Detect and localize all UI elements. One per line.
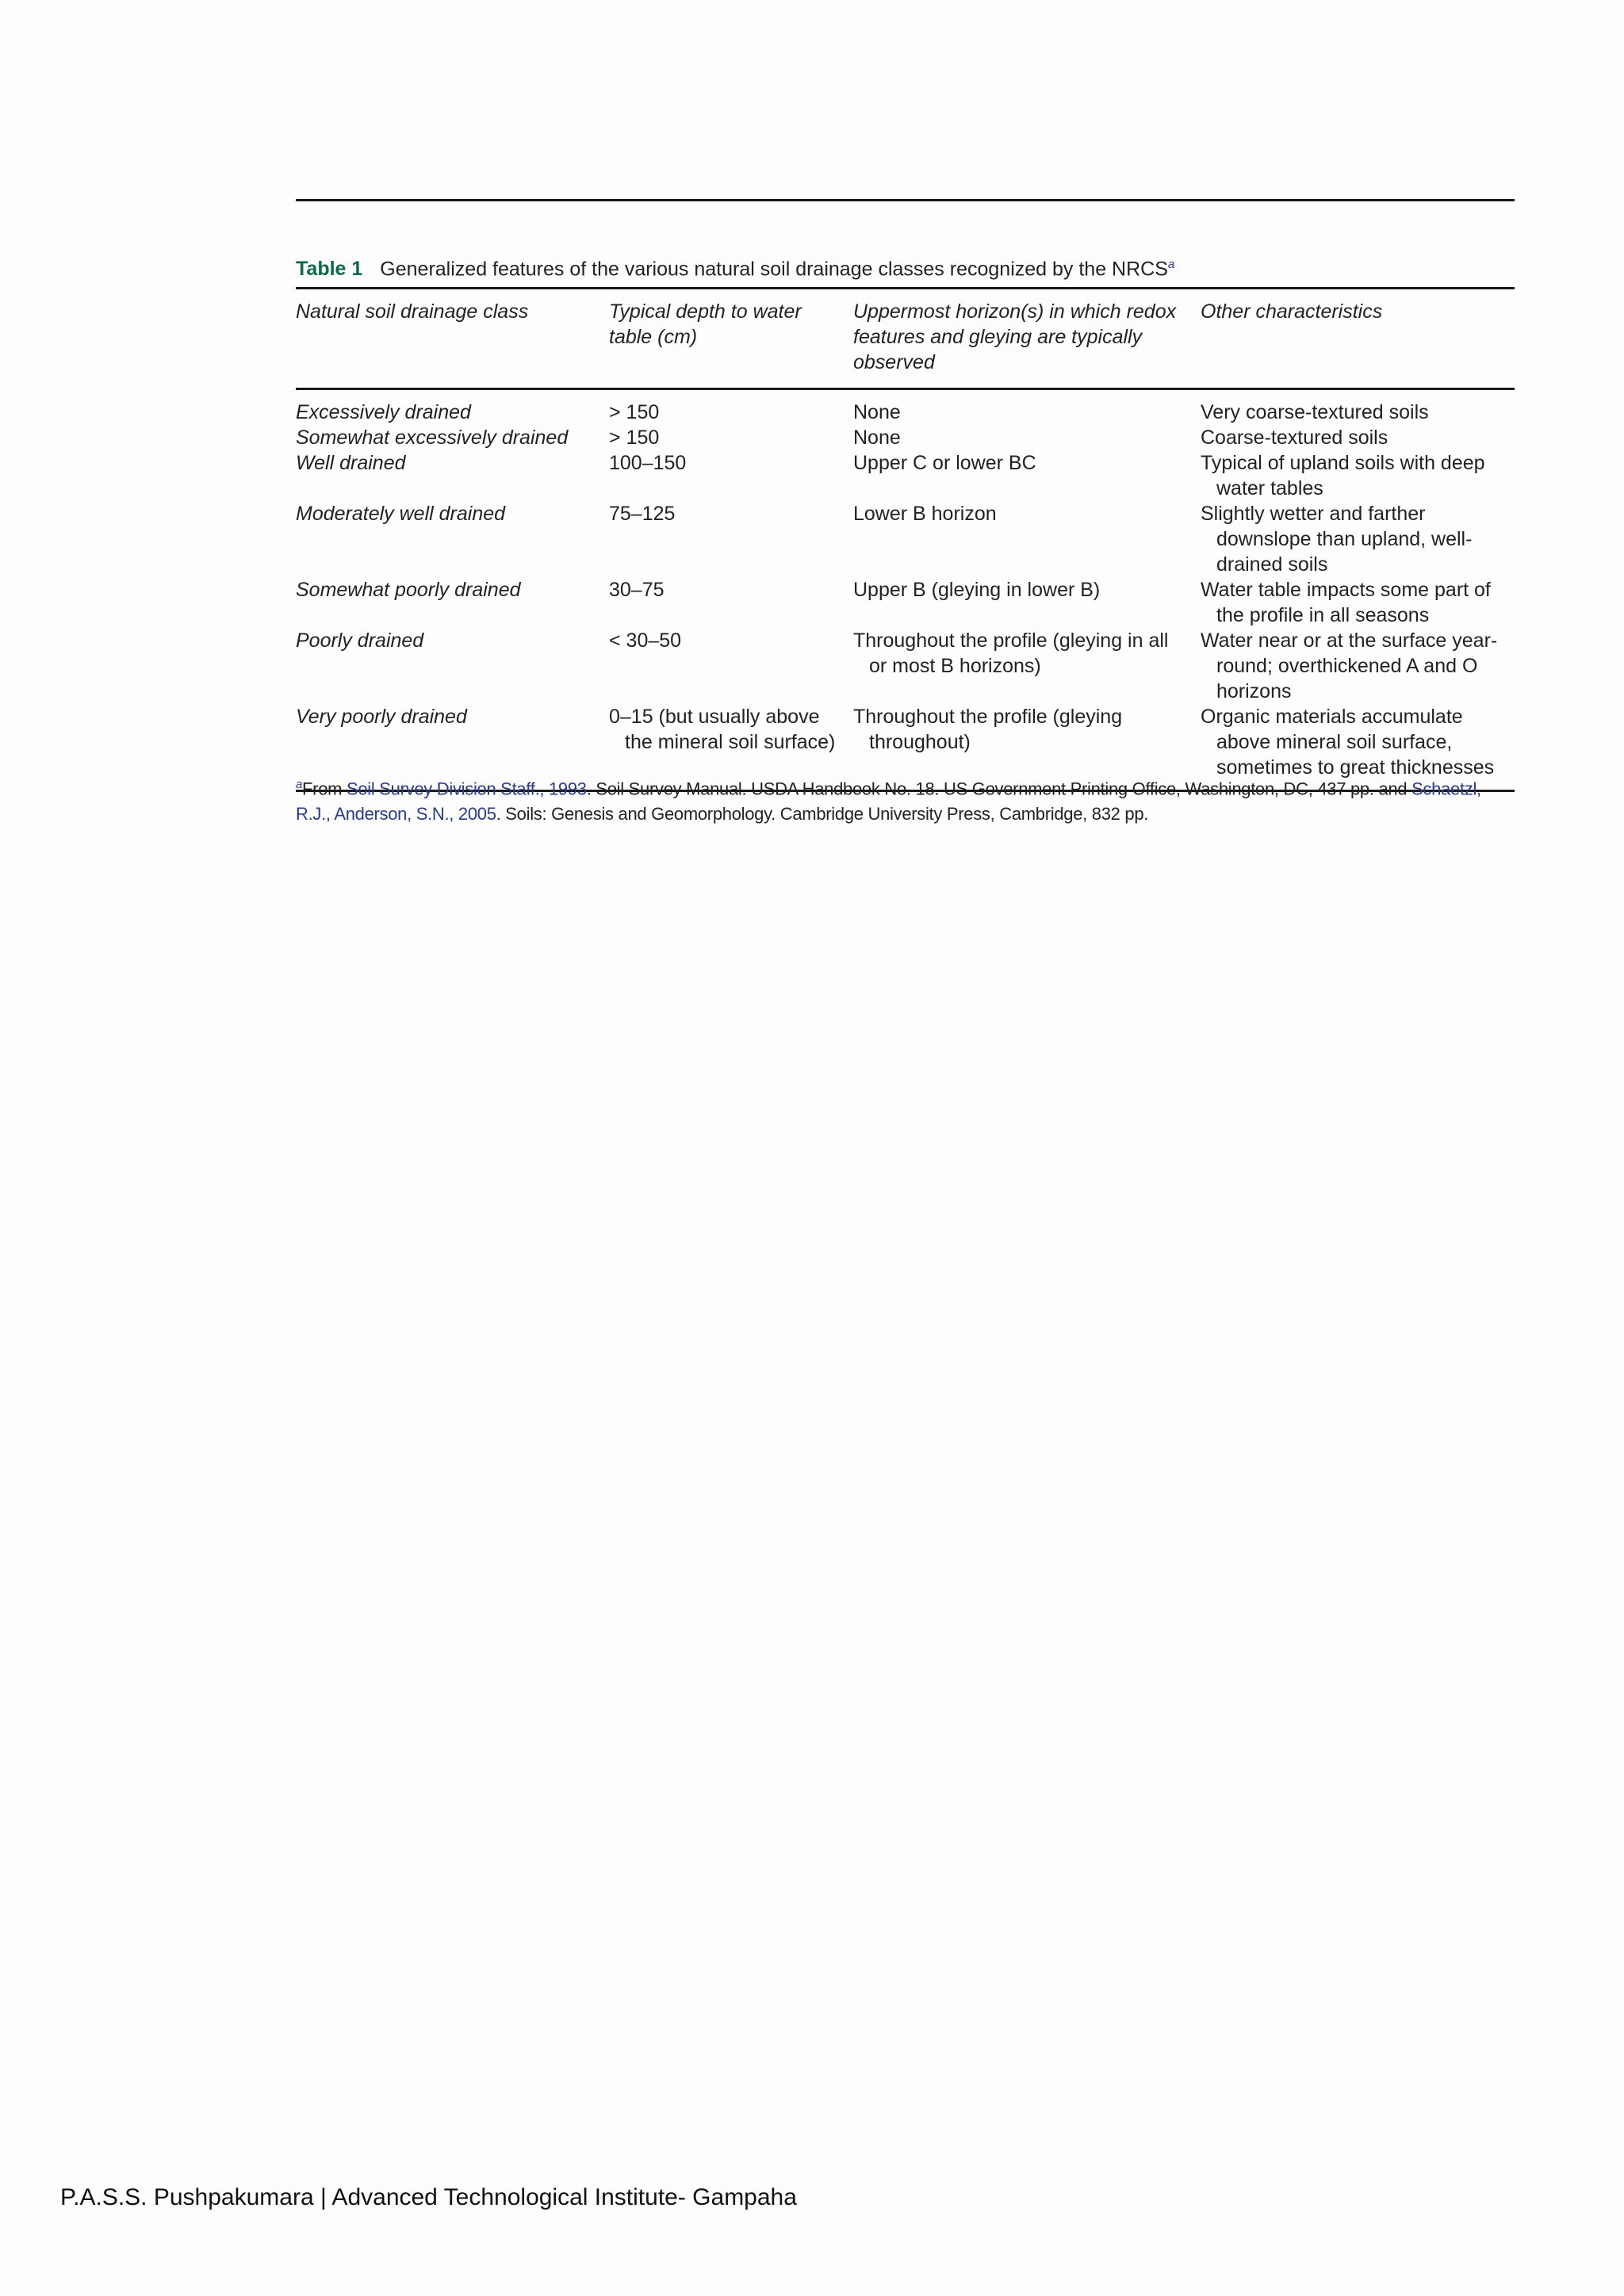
footnote-from: From	[302, 779, 347, 799]
table-footnote	[296, 772, 1515, 827]
cell-drainage-class: Excessively drained	[296, 401, 471, 423]
cell-drainage-class: Very poorly drained	[296, 706, 467, 728]
cell-other-characteristics: Very coarse-textured soils	[1201, 401, 1429, 423]
cell-other-characteristics: Organic materials accumulate above mineral soil surface, sometimes to great thicknesses	[1201, 706, 1495, 779]
cell-redox-horizon: Lower B horizon	[853, 503, 997, 525]
cell-drainage-class: Somewhat excessively drained	[296, 427, 569, 449]
cell-redox-horizon: None	[853, 401, 901, 423]
cell-water-table-depth: 75–125	[609, 503, 676, 525]
top-rule	[296, 199, 1515, 201]
cell-redox-horizon: Throughout the profile (gleying in all or most B horizons)	[853, 629, 1169, 677]
cell-water-table-depth: 100–150	[609, 452, 687, 474]
cell-redox-horizon: None	[853, 427, 901, 449]
reference-link-schaetzl[interactable]: Schaetzl, R.J., Anderson, S.N., 2005	[296, 779, 1481, 825]
footnote-text-2: . Soils: Genesis and Geomorphology. Cambridge University Press, Cambridge, 832 pp.	[496, 804, 1149, 825]
cell-other-characteristics: Water table impacts some part of the profile in all seasons	[1201, 579, 1491, 626]
cell-other-characteristics: Slightly wetter and farther downslope than upland, well-drained soils	[1201, 503, 1473, 576]
cell-water-table-depth: 0–15 (but usually above the mineral soil surface)	[609, 706, 836, 753]
table-label: Table 1	[296, 258, 363, 281]
table-row	[296, 450, 1515, 501]
cell-water-table-depth: > 150	[609, 401, 660, 423]
table-row	[296, 501, 1515, 577]
cell-redox-horizon: Throughout the profile (gleying throughout)	[853, 706, 1123, 753]
table-caption	[296, 252, 1515, 281]
header-redox-horizon: Uppermost horizon(s) in which redox features and gleying are typically observed	[853, 300, 1177, 373]
cell-other-characteristics: Typical of upland soils with deep water tables	[1201, 452, 1485, 499]
cell-water-table-depth: 30–75	[609, 579, 665, 601]
cell-drainage-class: Well drained	[296, 452, 406, 474]
cell-redox-horizon: Upper B (gleying in lower B)	[853, 579, 1101, 601]
header-water-table-depth: Typical depth to water table (cm)	[609, 300, 802, 348]
drainage-classes-table	[296, 287, 1515, 792]
reference-link-soil-survey[interactable]: Soil Survey Division Staff., 1993	[347, 779, 587, 799]
cell-drainage-class: Moderately well drained	[296, 503, 506, 525]
table-caption-text: Generalized features of the various natural soil drainage classes recognized by the NRCS	[380, 258, 1168, 281]
cell-redox-horizon: Upper C or lower BC	[853, 452, 1036, 474]
page-footer: P.A.S.S. Pushpakumara | Advanced Technological Institute- Gampaha	[60, 2184, 797, 2210]
footnote-marker: a	[296, 778, 303, 791]
cell-drainage-class: Somewhat poorly drained	[296, 579, 521, 601]
table-container	[296, 287, 1515, 792]
cell-drainage-class: Poorly drained	[296, 629, 424, 652]
cell-water-table-depth: < 30–50	[609, 629, 682, 652]
cell-other-characteristics: Coarse-textured soils	[1201, 427, 1388, 449]
cell-water-table-depth: > 150	[609, 427, 660, 449]
table-row	[296, 577, 1515, 628]
header-drainage-class: Natural soil drainage class	[296, 300, 529, 323]
caption-footnote-marker: a	[1167, 258, 1175, 271]
table-row	[296, 389, 1515, 426]
header-other-characteristics: Other characteristics	[1201, 300, 1383, 323]
table-row	[296, 425, 1515, 450]
footnote-text-1: . Soil Survey Manual. USDA Handbook No. 18. US Government Printing Office, Washington, DC, 437 pp. and	[586, 779, 1412, 799]
table-header-row	[296, 289, 1515, 389]
table-row	[296, 628, 1515, 704]
cell-other-characteristics: Water near or at the surface year-round; overthickened A and O horizons	[1201, 629, 1498, 702]
